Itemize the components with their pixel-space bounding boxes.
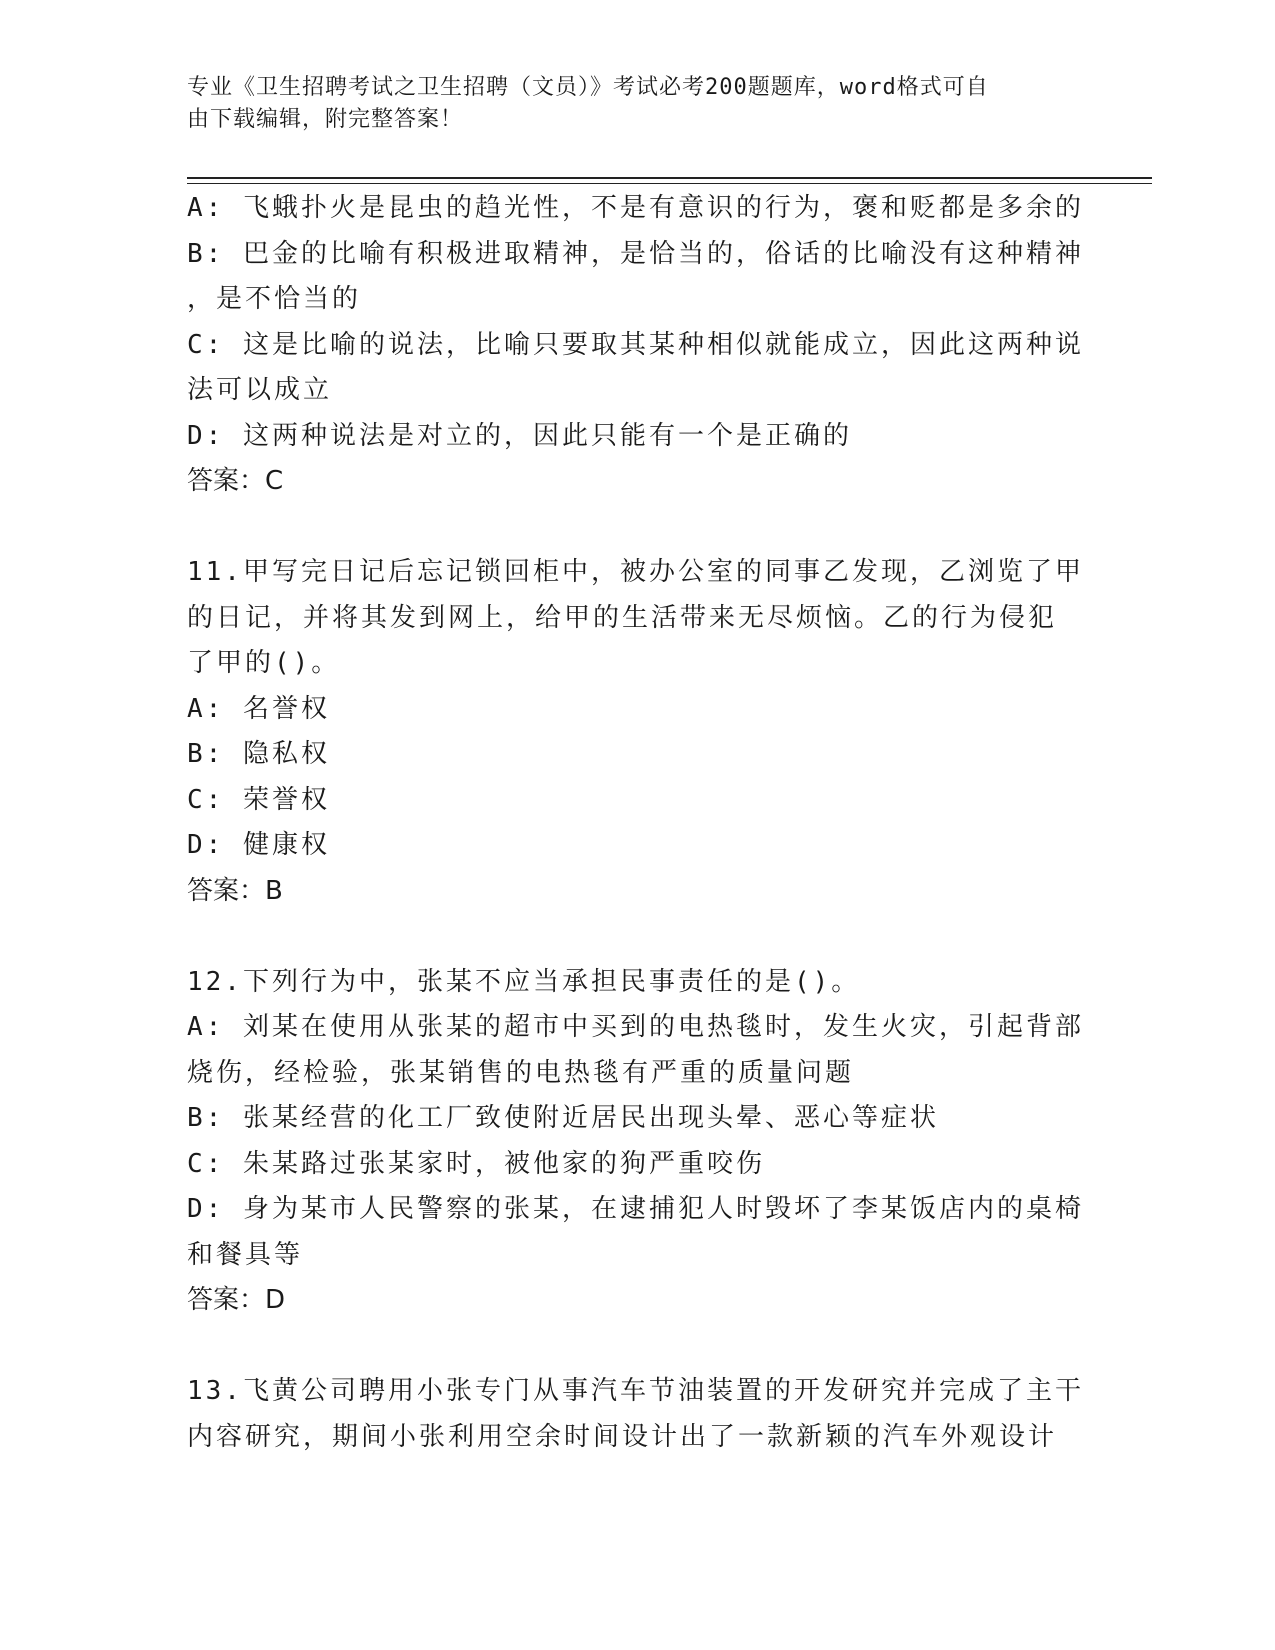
q12-question-line-1: 12.下列行为中，张某不应当承担民事责任的是()。	[187, 966, 861, 997]
q10-answer: 答案：C	[187, 466, 284, 496]
header-title-line-2: 由下载编辑，附完整答案！	[187, 107, 464, 132]
question-10	[187, 186, 1087, 505]
q11-answer: 答案：B	[187, 875, 283, 906]
question-13	[187, 1369, 1087, 1460]
q13-question-line-2: 内容研究，期间小张利用空余时间设计出了一款新颖的汽车外观设计	[187, 1421, 1058, 1452]
header-divider-thin	[187, 183, 1152, 184]
q12-option-b: B: 张某经营的化工厂致使附近居民出现头晕、恶心等症状	[187, 1103, 939, 1133]
question-gap	[187, 1324, 1087, 1370]
q11-option-d: D: 健康权	[187, 830, 330, 860]
q12-answer: 答案：D	[187, 1285, 286, 1315]
question-gap	[187, 914, 1087, 960]
header-divider-thick	[187, 177, 1152, 179]
q10-option-c-line-2: 法可以成立	[187, 375, 333, 405]
question-12	[187, 960, 1087, 1324]
q10-option-c-line-1: C: 这是比喻的说法，比喻只要取其某种相似就能成立，因此这两种说	[187, 329, 1084, 360]
q12-option-c: C: 朱某路过张某家时，被他家的狗严重咬伤	[187, 1148, 765, 1179]
question-content	[187, 186, 1087, 1460]
q10-option-a: A: 飞蛾扑火是昆虫的趋光性，不是有意识的行为，褒和贬都是多余的	[187, 193, 1084, 223]
q11-option-c: C: 荣誉权	[187, 784, 330, 815]
q11-question-line-3: 了甲的()。	[187, 648, 341, 678]
q12-option-d-line-2: 和餐具等	[187, 1239, 304, 1270]
q12-option-d-line-1: D: 身为某市人民警察的张某，在逮捕犯人时毁坏了李某饭店内的桌椅	[187, 1194, 1084, 1224]
q11-option-a: A: 名誉权	[187, 693, 330, 724]
q10-option-b-line-2: ，是不恰当的	[187, 284, 362, 314]
document-header	[187, 72, 1067, 136]
question-gap	[187, 505, 1087, 551]
q10-option-b-line-1: B: 巴金的比喻有积极进取精神，是恰当的，俗话的比喻没有这种精神	[187, 238, 1084, 269]
q11-question-line-1: 11.甲写完日记后忘记锁回柜中，被办公室的同事乙发现，乙浏览了甲	[187, 557, 1084, 587]
question-11	[187, 550, 1087, 914]
header-title-line-1: 专业《卫生招聘考试之卫生招聘（文员）》考试必考200题题库，word格式可自	[187, 75, 989, 100]
q12-option-a-line-1: A: 刘某在使用从张某的超市中买到的电热毯时，发生火灾，引起背部	[187, 1012, 1084, 1042]
q13-question-line-1: 13.飞黄公司聘用小张专门从事汽车节油装置的开发研究并完成了主干	[187, 1376, 1084, 1406]
q11-question-line-2: 的日记，并将其发到网上，给甲的生活带来无尽烦恼。乙的行为侵犯	[187, 602, 1058, 633]
q10-option-d: D: 这两种说法是对立的，因此只能有一个是正确的	[187, 420, 852, 451]
q11-option-b: B: 隐私权	[187, 739, 330, 769]
q12-option-a-line-2: 烧伤，经检验，张某销售的电热毯有严重的质量问题	[187, 1057, 855, 1088]
